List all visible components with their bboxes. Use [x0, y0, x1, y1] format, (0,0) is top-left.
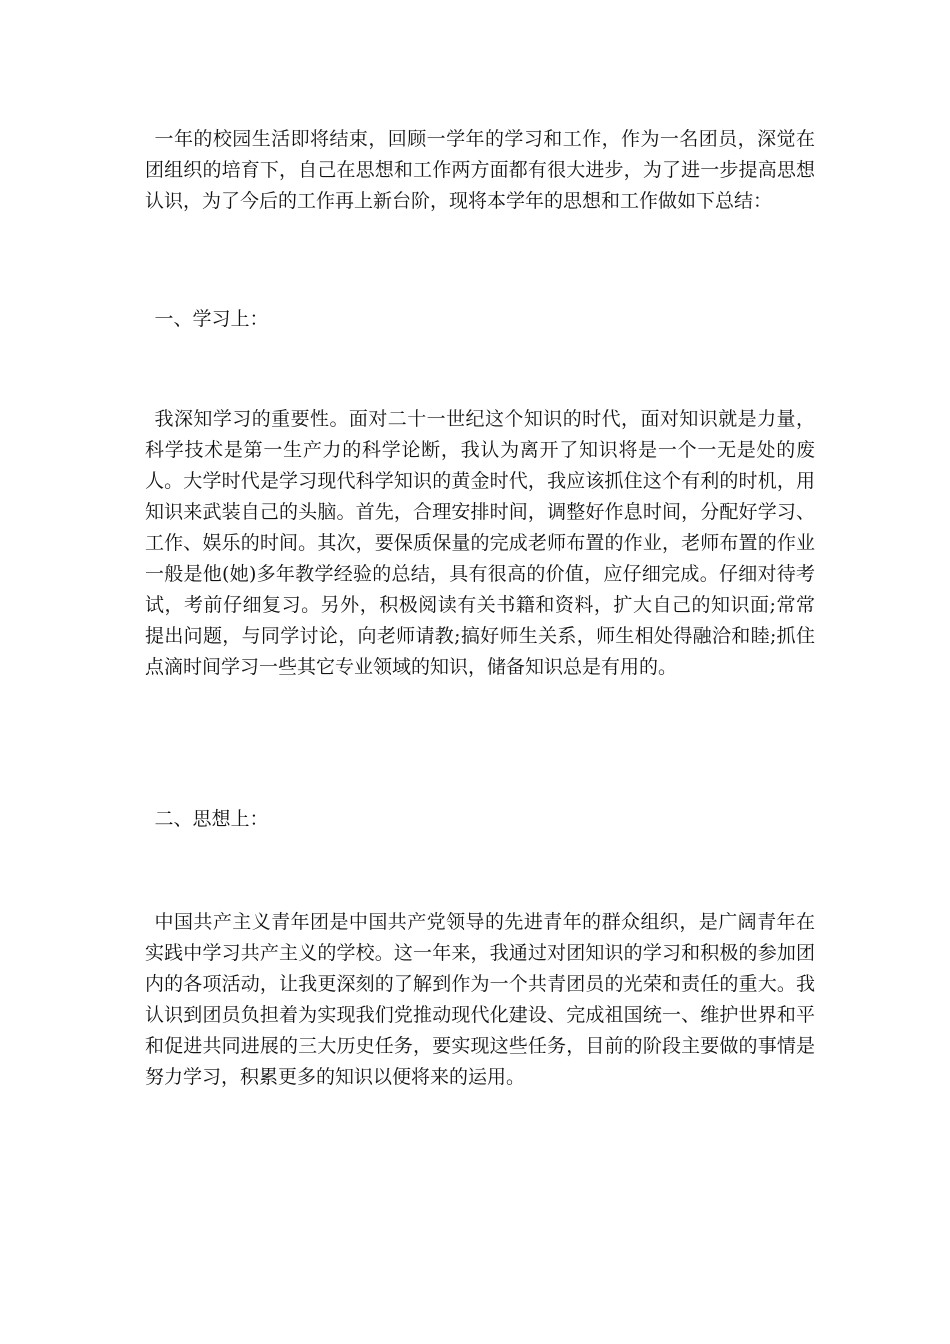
thought-paragraph: 中国共产主义青年团是中国共产党领导的先进青年的群众组织，是广阔青年在实践中学习共产主义的学校。这一年来，我通过对团知识的学习和积极的参加团内的各项活动，让我更深刻的了解到作为一个共青团员的光荣和责任的重大。我认识到团员负担着为实现我们党推动现代化建设、完成祖国统一、维护世界和平和促进共同进展的三大历史任务，要实现这些任务，目前的阶段主要做的事情是努力学习，积累更多的知识以便将来的运用。 [145, 911, 815, 1088]
study-paragraph: 我深知学习的重要性。面对二十一世纪这个知识的时代，面对知识就是力量，科学技术是第一生产力的科学论断，我认为离开了知识将是一个一无是处的废人。大学时代是学习现代科学知识的黄金时代，我应该抓住这个有利的时机，用知识来武装自己的头脑。首先，合理安排时间，调整好作息时间，分配好学习、工作、娱乐的时间。其次，要保质保量的完成老师布置的作业，老师布置的作业一般是他(她)多年教学经验的总结，具有很高的价值，应仔细完成。仔细对待考试，考前仔细复习。另外，积极阅读有关书籍和资料，扩大自己的知识面;常常提出问题，与同学讨论，向老师请教;搞好师生关系，师生相处得融洽和睦;抓住点滴时间学习一些其它专业领域的知识，储备知识总是有用的。 [145, 408, 815, 678]
intro-paragraph: 一年的校园生活即将结束，回顾一学年的学习和工作，作为一名团员，深觉在团组织的培育下，自己在思想和工作两方面都有很大进步，为了进一步提高思想认识，为了今后的工作再上新台阶，现将本学年的思想和工作做如下总结： [145, 128, 815, 212]
section-heading-thought: 二、思想上： [154, 808, 269, 830]
section-heading-study: 一、学习上： [154, 308, 269, 330]
